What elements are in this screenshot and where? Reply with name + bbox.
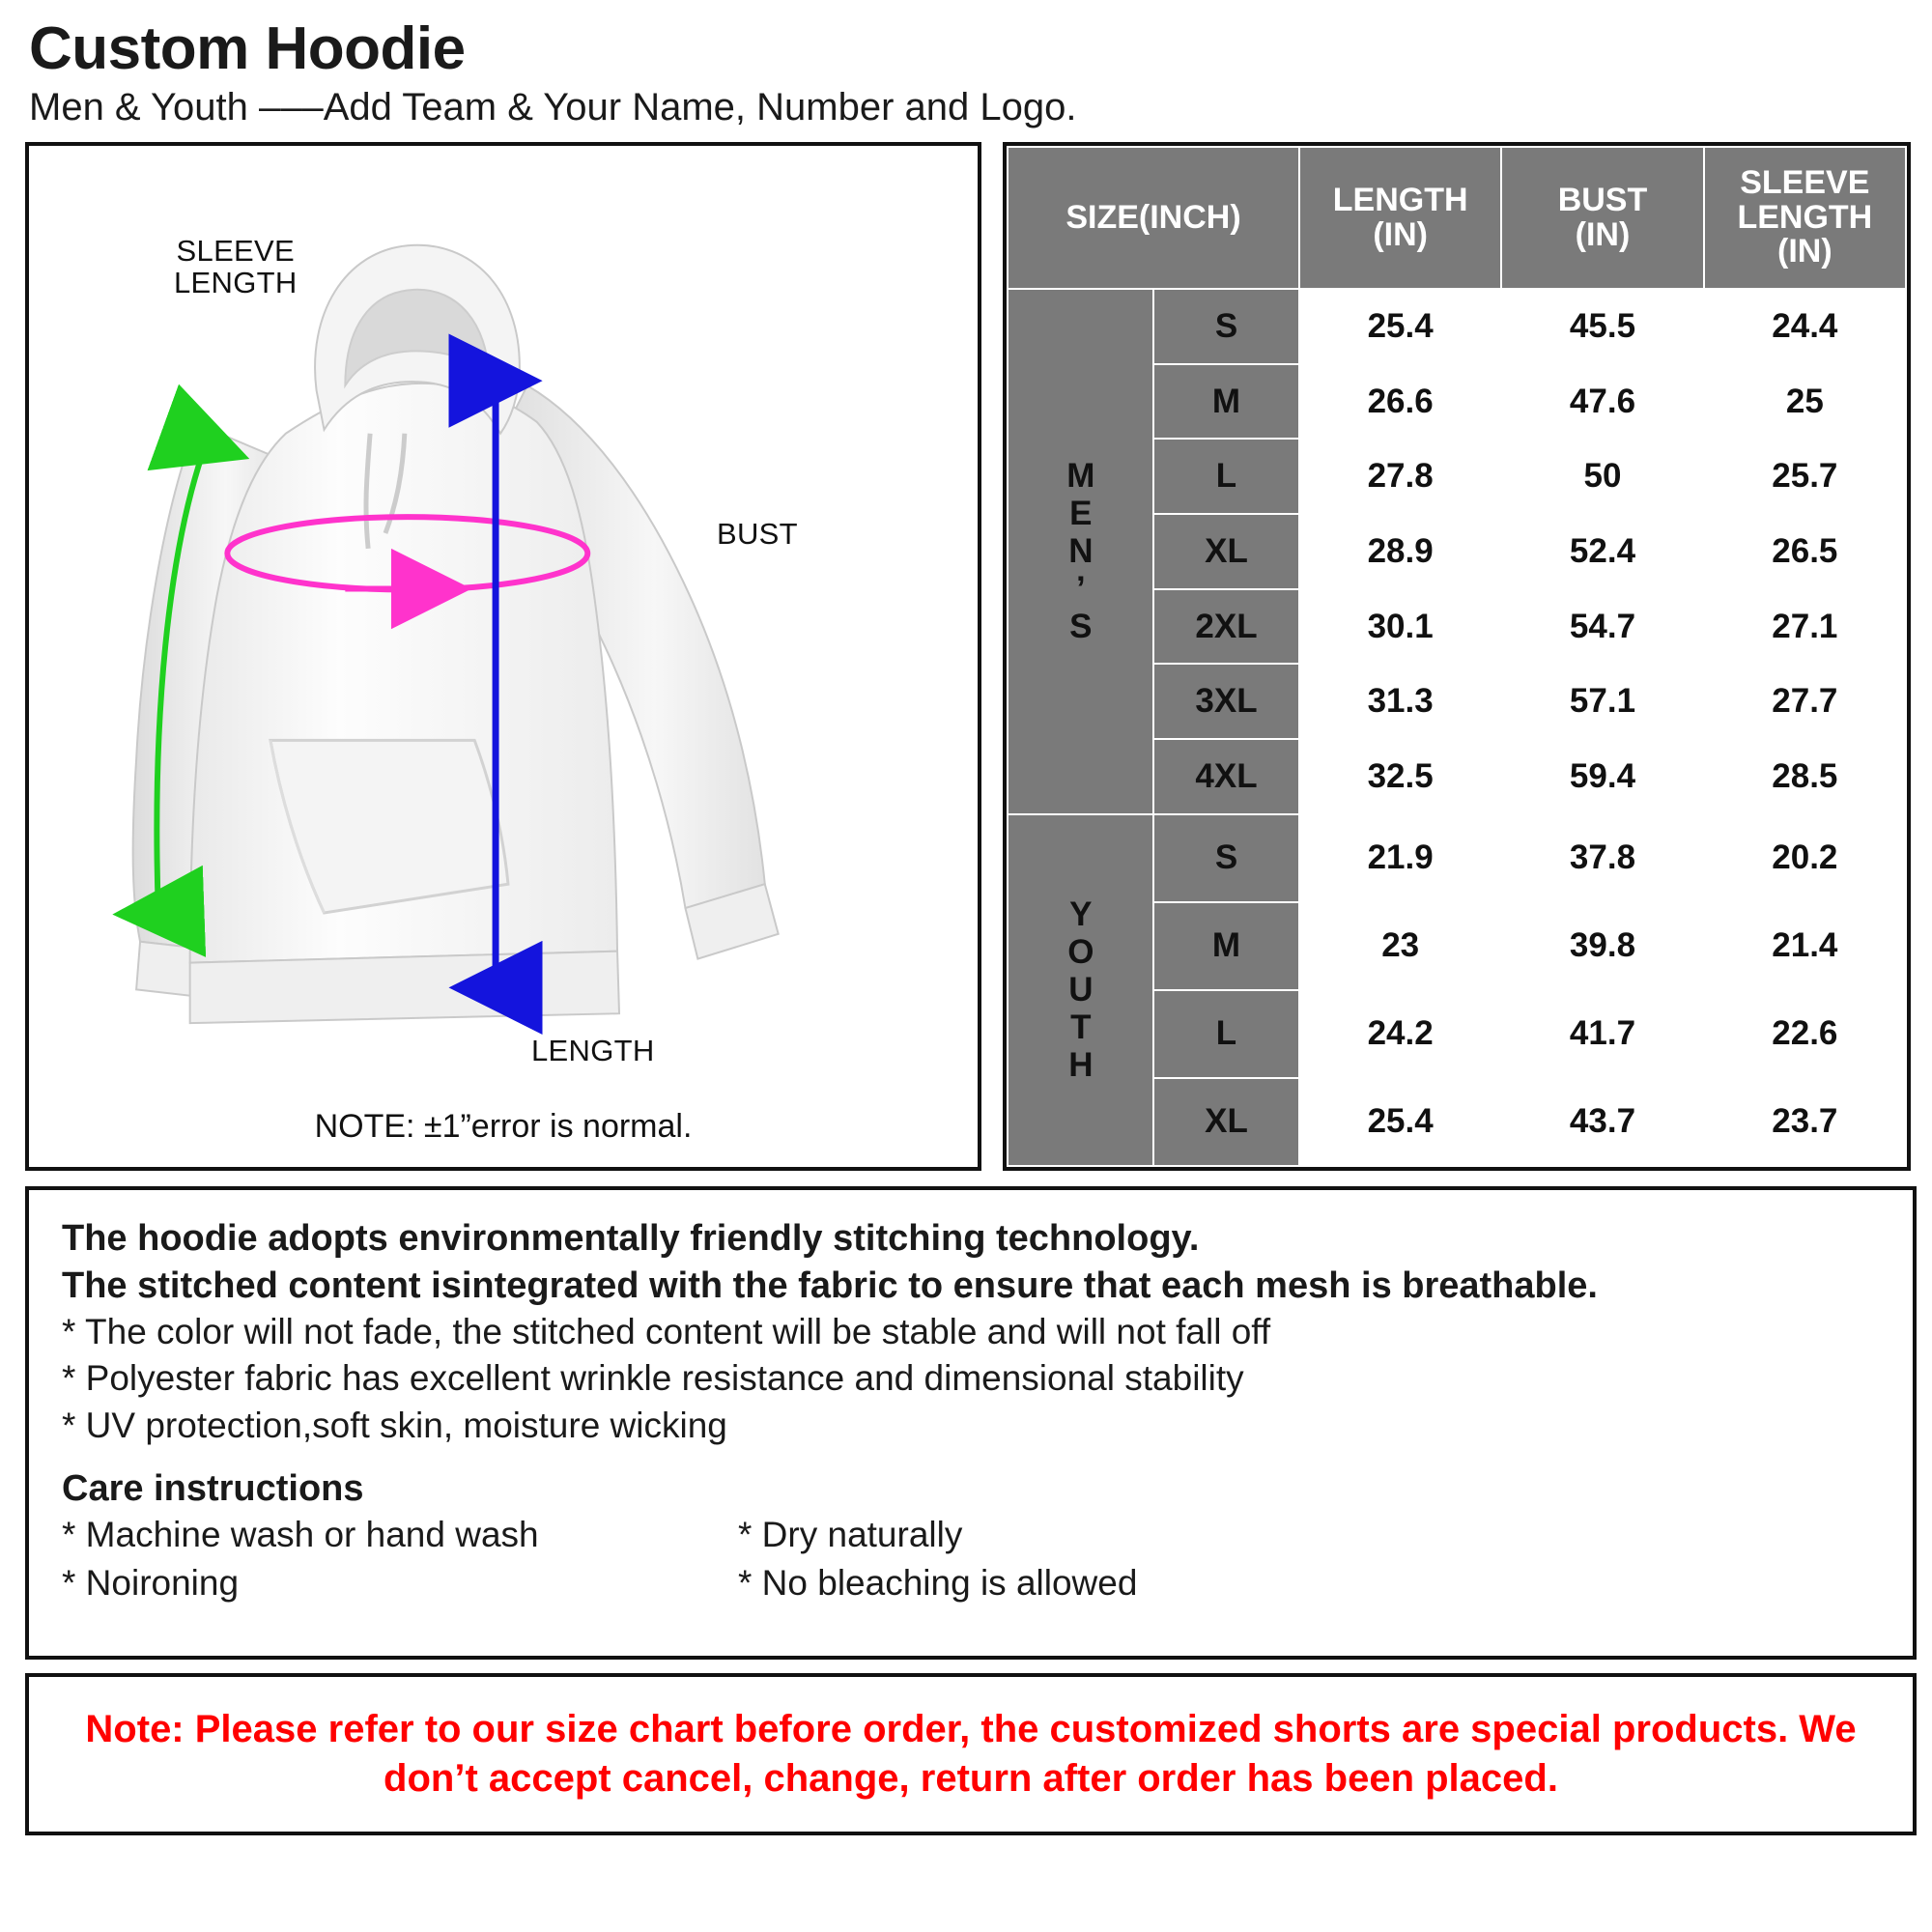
group-label-youth-text: YOUTH — [1062, 895, 1100, 1085]
order-policy-line1: Note: Please refer to our size chart before order, the customized shorts are special — [85, 1707, 1602, 1750]
bust-cell: 50 — [1501, 439, 1703, 514]
length-cell: 25.4 — [1299, 289, 1501, 364]
length-cell: 23 — [1299, 902, 1501, 990]
size-cell: L — [1153, 439, 1299, 514]
care-item-2: * Dry naturally — [738, 1514, 963, 1554]
length-cell: 28.9 — [1299, 514, 1501, 589]
size-cell: 4XL — [1153, 739, 1299, 814]
header-length — [1299, 147, 1501, 289]
size-cell: XL — [1153, 514, 1299, 589]
length-label: LENGTH — [531, 1034, 655, 1068]
size-table — [1007, 146, 1907, 1167]
care-item-1: * Machine wash or hand wash — [62, 1514, 539, 1554]
description-panel — [25, 1186, 1917, 1660]
size-table-panel — [1003, 142, 1911, 1171]
header-bust-line2: (IN) — [1575, 215, 1631, 253]
bust-label: BUST — [717, 517, 798, 552]
desc-bullet-2: * Polyester fabric has excellent wrinkle resistance and dimensional stability — [62, 1358, 1244, 1399]
sleeve-length-label-line1: SLEEVE — [176, 234, 295, 269]
bust-cell: 43.7 — [1501, 1078, 1703, 1166]
care-item-3: * Noironing — [62, 1563, 240, 1604]
sleeve-cell: 23.7 — [1704, 1078, 1906, 1166]
sleeve-cell: 24.4 — [1704, 289, 1906, 364]
header-bust-line1: BUST — [1557, 181, 1648, 218]
length-cell: 25.4 — [1299, 1078, 1501, 1166]
sleeve-cell: 21.4 — [1704, 902, 1906, 990]
bust-cell: 59.4 — [1501, 739, 1703, 814]
length-cell: 26.6 — [1299, 364, 1501, 440]
bust-cell: 52.4 — [1501, 514, 1703, 589]
bust-cell: 39.8 — [1501, 902, 1703, 990]
desc-strong-line2: The stitched content isintegrated with the fabric to ensure that each mesh is breathable. — [62, 1264, 1598, 1306]
length-cell: 31.3 — [1299, 664, 1501, 739]
header-bust — [1501, 147, 1703, 289]
sleeve-cell: 25 — [1704, 364, 1906, 440]
group-label-youth — [1008, 814, 1153, 1166]
size-table-header — [1008, 147, 1906, 289]
length-cell: 30.1 — [1299, 589, 1501, 665]
order-policy-panel — [25, 1673, 1917, 1835]
bust-cell: 45.5 — [1501, 289, 1703, 364]
hoodie-diagram — [29, 146, 978, 1167]
desc-strong-line1: The hoodie adopts environmentally friendly stitching technology. — [62, 1218, 1200, 1260]
top-section — [25, 142, 1911, 1171]
group-label-mens-text: MEN’S — [1062, 457, 1100, 646]
table-header-row — [1008, 147, 1906, 289]
page-subtitle: Men & Youth –––Add Team & Your Name, Number and Logo. — [29, 86, 1077, 129]
sleeve-length-label-line2: LENGTH — [174, 266, 298, 300]
size-cell: S — [1153, 289, 1299, 364]
bust-cell: 37.8 — [1501, 814, 1703, 902]
size-cell: M — [1153, 364, 1299, 440]
table-row — [1008, 814, 1906, 902]
sleeve-cell: 26.5 — [1704, 514, 1906, 589]
bust-cell: 57.1 — [1501, 664, 1703, 739]
size-cell: 3XL — [1153, 664, 1299, 739]
hoodie-illustration-panel — [25, 142, 981, 1171]
size-cell: XL — [1153, 1078, 1299, 1166]
bust-cell: 41.7 — [1501, 990, 1703, 1078]
sleeve-cell: 20.2 — [1704, 814, 1906, 902]
size-cell: 2XL — [1153, 589, 1299, 665]
measurement-note: NOTE: ±1”error is normal. — [314, 1108, 693, 1146]
care-item-4: * No bleaching is allowed — [738, 1563, 1138, 1604]
size-cell: M — [1153, 902, 1299, 990]
table-row — [1008, 289, 1906, 364]
size-cell: S — [1153, 814, 1299, 902]
order-policy-line2: products. We don’t accept cancel, change, return after order has been placed. — [384, 1707, 1857, 1801]
sleeve-cell: 22.6 — [1704, 990, 1906, 1078]
sleeve-cell: 25.7 — [1704, 439, 1906, 514]
length-cell: 32.5 — [1299, 739, 1501, 814]
sleeve-cell: 27.7 — [1704, 664, 1906, 739]
page-title: Custom Hoodie — [29, 15, 466, 82]
bust-cell: 54.7 — [1501, 589, 1703, 665]
care-instructions-list — [62, 1512, 1880, 1608]
bust-cell: 47.6 — [1501, 364, 1703, 440]
header-size: SIZE(INCH) — [1008, 147, 1299, 289]
sleeve-cell: 28.5 — [1704, 739, 1906, 814]
header-sleeve-length — [1704, 147, 1906, 289]
header-length-line2: (IN) — [1373, 215, 1428, 253]
desc-bullet-3: * UV protection,soft skin, moisture wicking — [62, 1405, 727, 1445]
sleeve-cell: 27.1 — [1704, 589, 1906, 665]
header-sleeve-line2: LENGTH — [1737, 198, 1873, 236]
care-instructions-title: Care instructions — [62, 1467, 364, 1509]
order-policy-note — [54, 1705, 1888, 1804]
desc-bullet-1: * The color will not fade, the stitched content will be stable and will not fall off — [62, 1312, 1271, 1352]
header-sleeve-line1: SLEEVE — [1740, 164, 1870, 202]
size-cell: L — [1153, 990, 1299, 1078]
group-label-mens — [1008, 289, 1153, 814]
size-table-body — [1008, 289, 1906, 1166]
header-length-line1: LENGTH — [1332, 181, 1468, 218]
length-cell: 24.2 — [1299, 990, 1501, 1078]
sleeve-length-label — [174, 235, 298, 298]
header-sleeve-line3: (IN) — [1777, 233, 1833, 270]
length-cell: 21.9 — [1299, 814, 1501, 902]
length-cell: 27.8 — [1299, 439, 1501, 514]
